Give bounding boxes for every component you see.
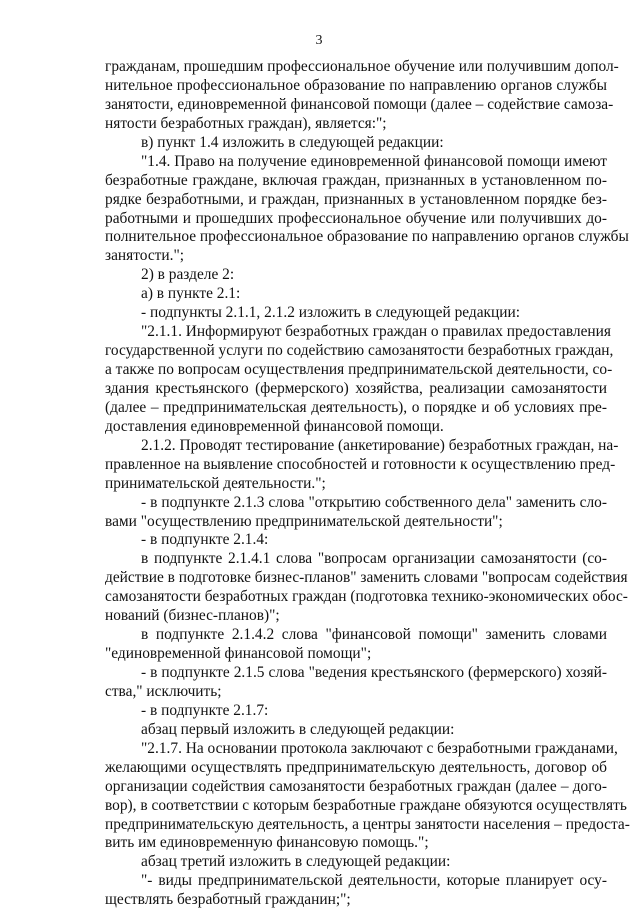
text-line: принимательской деятельности."; bbox=[105, 474, 326, 492]
text-line: нительное профессиональное образование по направлению органов службы bbox=[105, 76, 607, 94]
text-line: в подпункте 2.1.4.2 слова "финансовой помощи" заменить словами bbox=[141, 626, 607, 644]
text-line: - в подпункте 2.1.3 слова "открытию собственного дела" заменить сло- bbox=[141, 493, 607, 511]
text-line: - в подпункте 2.1.7: bbox=[141, 701, 269, 719]
text-line: в) пункт 1.4 изложить в следующей редакции: bbox=[141, 133, 444, 151]
text-line: здания крестьянского (фермерского) хозяйства, реализации самозанятости bbox=[105, 379, 607, 397]
text-line: полнительное профессиональное образование по направлению органов службы bbox=[105, 228, 629, 246]
text-line: безработные граждане, включая граждан, признанных в установленном по- bbox=[105, 171, 607, 189]
text-line: а) в пункте 2.1: bbox=[141, 285, 241, 303]
text-line: - в подпункте 2.1.5 слова "ведения крестьянского (фермерского) хозяй- bbox=[141, 664, 607, 681]
text-line: ства," исключить; bbox=[105, 682, 222, 700]
text-line: государственной услуги по содействию самозанятости безработных граждан, bbox=[105, 342, 614, 360]
text-line: организации содействия самозанятости безработных граждан (далее – дого- bbox=[105, 777, 607, 795]
text-line: предпринимательскую деятельность, а центры занятости населения – предоста- bbox=[105, 815, 630, 833]
document-body bbox=[105, 58, 630, 910]
text-line: - в подпункте 2.1.4: bbox=[141, 531, 269, 549]
text-line: а также по вопросам осуществления предпринимательской деятельности, со- bbox=[105, 361, 613, 378]
text-line: вор), в соответствии с которым безработные граждане обязуются осуществлять bbox=[105, 796, 627, 814]
text-line: абзац первый изложить в следующей редакции: bbox=[141, 720, 455, 738]
text-line: занятости, единовременной финансовой помощи (далее – содействие самоза- bbox=[105, 95, 614, 113]
text-line: - подпункты 2.1.1, 2.1.2 изложить в следующей редакции: bbox=[141, 304, 521, 322]
text-line: "- виды предпринимательской деятельности, которые планирует осу- bbox=[141, 872, 607, 890]
text-line: доставления единовременной финансовой помощи. bbox=[105, 417, 444, 435]
text-line: нятости безработных граждан), является:"; bbox=[105, 114, 387, 132]
text-line: гражданам, прошедшим профессиональное обучение или получившим допол- bbox=[105, 58, 619, 75]
text-line: "2.1.1. Информируют безработных граждан о правилах предоставления bbox=[141, 323, 611, 341]
text-line: в подпункте 2.1.4.1 слова "вопросам организации самозанятости (со- bbox=[141, 550, 607, 568]
page-number: 3 bbox=[315, 33, 323, 48]
text-line: желающими осуществлять предпринимательскую деятельность, договор об bbox=[105, 758, 607, 776]
text-line: "2.1.7. На основании протокола заключают с безработными гражданами, bbox=[141, 739, 618, 757]
text-line: самозанятости безработных граждан (подготовка технико-экономических обос- bbox=[105, 588, 628, 606]
text-line: работными и прошедших профессиональное обучение или получивших до- bbox=[105, 209, 607, 227]
text-line: нований (бизнес-планов)"; bbox=[105, 607, 280, 625]
text-line: рядке безработными, и граждан, признанных в установленном порядке без- bbox=[105, 190, 607, 208]
text-line: вами "осуществлению предпринимательской деятельности"; bbox=[105, 512, 503, 530]
text-line: 2.1.2. Проводят тестирование (анкетирование) безработных граждан, на- bbox=[141, 436, 619, 454]
text-line: занятости."; bbox=[105, 247, 185, 265]
text-line: "1.4. Право на получение единовременной финансовой помощи имеют bbox=[141, 152, 607, 170]
text-line: "единовременной финансовой помощи"; bbox=[105, 645, 372, 663]
text-line: 2) в разделе 2: bbox=[141, 266, 235, 284]
text-line: правленное на выявление способностей и готовности к осуществлению пред- bbox=[105, 455, 616, 473]
text-line: вить им единовременную финансовую помощь."; bbox=[105, 834, 429, 852]
text-line: абзац третий изложить в следующей редакции: bbox=[141, 853, 451, 871]
text-line: (далее – предпринимательская деятельность), о порядке и об условиях пре- bbox=[105, 398, 607, 416]
text-line: ществлять безработный гражданин;"; bbox=[105, 891, 351, 909]
text-line: действие в подготовке бизнес-планов" заменить словами "вопросам содействия bbox=[105, 569, 628, 587]
